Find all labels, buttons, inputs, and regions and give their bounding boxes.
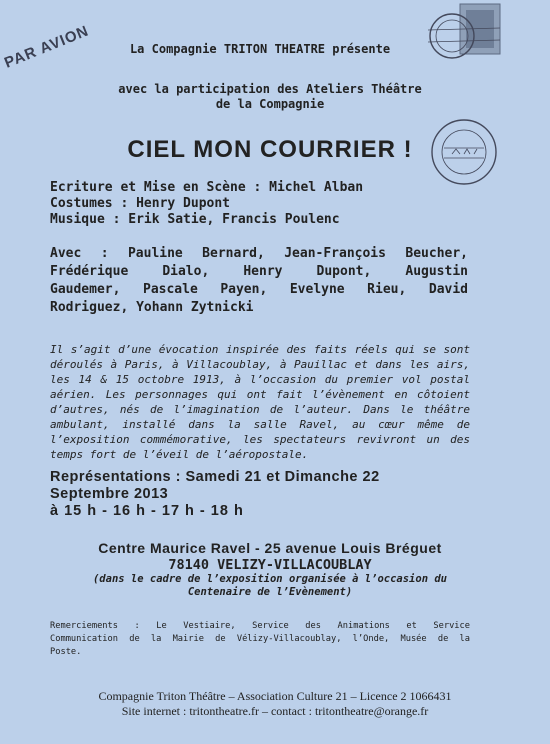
show-title: CIEL MON COURRIER !	[127, 136, 413, 163]
thanks-line-2: Communication de la Mairie de Vélizy-Villacoublay, l’Onde, Musée de la	[50, 634, 470, 644]
footer-line-2: Site internet : tritontheatre.fr – contact : tritontheatre@orange.fr	[121, 704, 429, 718]
venue-line-2: 78140 VELIZY-VILLACOUBLAY	[168, 557, 372, 573]
credits-line-1: Ecriture et Mise en Scène : Michel Alban	[50, 180, 364, 195]
venue-note-1: (dans le cadre de l’exposition organisée à l’occasion du	[92, 573, 447, 585]
synopsis-line-4: aérien. Les personnages qui ont fait l’évènement en côtoient	[50, 388, 470, 401]
synopsis-line-5: d’autres, nés de l’imagination de l’auteur. Dans le théâtre	[50, 403, 470, 416]
par-avion-stamp: PAR AVION	[2, 22, 92, 72]
thanks-line-3: Poste.	[50, 647, 82, 657]
credits-line-3: Musique : Erik Satie, Francis Poulenc	[50, 212, 340, 227]
footer-line-1: Compagnie Triton Théâtre – Association Culture 21 – Licence 2 1066431	[98, 689, 452, 703]
performances-line-2: Septembre 2013	[50, 486, 169, 502]
thanks-line-1: Remerciements : Le Vestiaire, Service des Animations et Service	[50, 621, 470, 631]
cast-line-4: Rodriguez, Yohann Zytnicki	[50, 300, 254, 315]
postage-stamp-icon	[424, 2, 504, 70]
credits-line-2: Costumes : Henry Dupont	[50, 196, 231, 211]
synopsis-line-8: temps fort de l’éveil de l’aéropostale.	[50, 448, 309, 461]
synopsis-line-3: les 14 & 15 octobre 1913, à l’occasion du premier vol postal	[50, 373, 470, 386]
venue-note-2: Centenaire de l’Evènement)	[187, 586, 353, 598]
cast-line-1: Avec : Pauline Bernard, Jean-François Beucher,	[50, 246, 468, 261]
synopsis-line-6: ambulant, installé dans la salle Ravel, au cœur même de	[50, 418, 470, 431]
synopsis-line-1: Il s’agit d’une évocation inspirée des faits réels qui se sont	[50, 343, 470, 356]
venue-line-1: Centre Maurice Ravel - 25 avenue Louis Bréguet	[98, 540, 442, 556]
performances-line-1: Représentations : Samedi 21 et Dimanche 22	[50, 469, 380, 485]
performances-line-3: à 15 h - 16 h - 17 h - 18 h	[50, 503, 244, 519]
cast-line-2: Frédérique Dialo, Henry Dupont, Augustin	[50, 264, 468, 279]
synopsis-line-2: déroulés à Paris, à Villacoublay, à Pauillac et dans les airs,	[50, 358, 470, 371]
synopsis-line-7: l’exposition commémorative, les spectateurs revivront un des	[50, 433, 470, 446]
presents-line: La Compagnie TRITON THEATRE présente	[129, 42, 391, 56]
participation-line-2: de la Compagnie	[215, 97, 325, 111]
cast-line-3: Gaudemer, Pascale Payen, Evelyne Rieu, David	[50, 282, 468, 297]
participation-line-1: avec la participation des Ateliers Théâtre	[118, 82, 422, 96]
